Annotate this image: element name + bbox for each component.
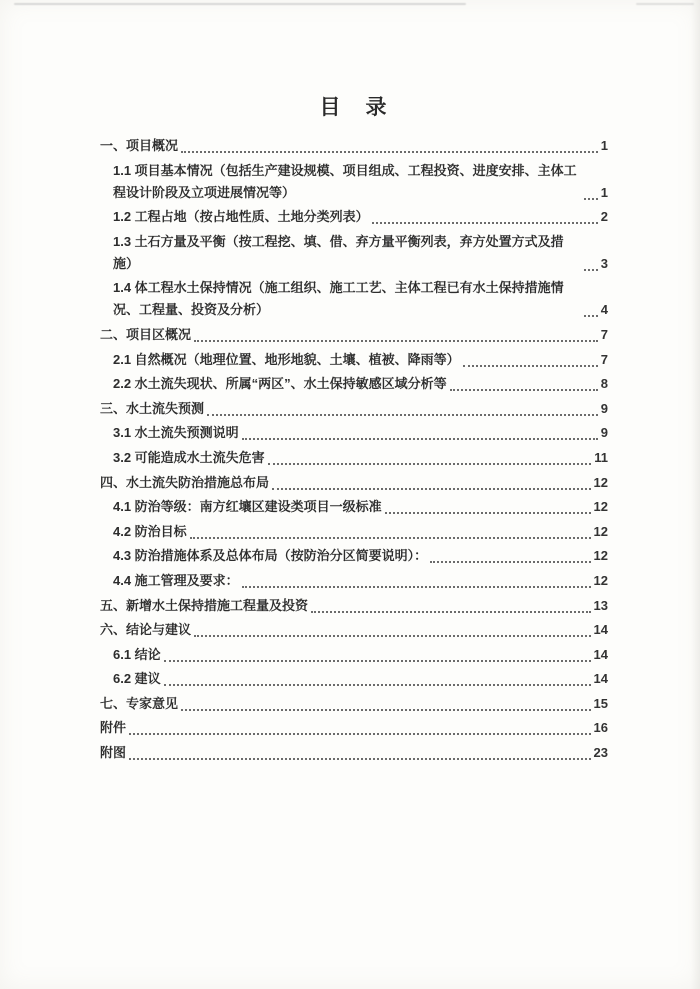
toc-entry: [100, 422, 608, 444]
toc-entry-label: 2.2 水土流失现状、所属“两区”、水土保持敏感区域分析等: [113, 376, 447, 392]
toc-entry-label: 3.1 水土流失预测说明: [113, 425, 239, 441]
toc-dot-leader: [272, 488, 591, 490]
toc-page-number: 4: [600, 302, 608, 318]
toc-dot-leader: [194, 340, 598, 342]
toc-entry: [100, 521, 608, 543]
toc-entry-label: 1.1 项目基本情况（包括生产建设规模、项目组成、工程投资、进度安排、主体工程设计阶段及立项进展情况等）: [113, 162, 577, 200]
toc-entry-label: 1.2 工程占地（按占地性质、土地分类列表）: [113, 209, 369, 225]
toc-dot-leader: [190, 537, 591, 539]
page-title: 目 录: [319, 96, 389, 119]
toc-page-number: 7: [600, 326, 608, 342]
toc-dot-leader: [385, 512, 591, 514]
toc-entry-label: 六、结论与建议: [100, 622, 192, 638]
toc-entry-label: 五、新增水土保持措施工程量及投资: [100, 597, 309, 613]
toc-page-number: 8: [600, 376, 608, 392]
toc-entry: [100, 135, 608, 157]
toc-dot-leader: [194, 635, 591, 637]
toc-entry-label: 4.2 防治目标: [113, 523, 187, 539]
toc-page-number: 3: [600, 255, 608, 271]
toc-entry: [100, 231, 608, 275]
toc-page-number: 14: [593, 646, 608, 662]
toc-entry-label: 6.1 结论: [113, 646, 161, 662]
toc-page-number: 2: [600, 209, 608, 225]
toc-page-number: 12: [593, 523, 608, 539]
toc-entry: [100, 324, 608, 346]
toc-content: [100, 94, 608, 767]
toc-dot-leader: [164, 684, 591, 686]
toc-dot-leader: [129, 758, 591, 760]
toc-dot-leader: [242, 438, 598, 440]
toc-entry: [100, 644, 608, 666]
toc-entry: [100, 717, 608, 739]
toc-dot-leader: [372, 222, 598, 224]
toc-entry-label: 6.2 建议: [113, 671, 161, 687]
toc-entry: [100, 206, 608, 228]
toc-page-number: 23: [593, 745, 608, 761]
toc-entry: [100, 496, 608, 518]
toc-entry-label: 1.4 体工程水土保持情况（施工组织、施工工艺、主体工程已有水土保持措施情况、工程量、投资及分析）: [113, 280, 564, 318]
toc-dot-leader: [463, 365, 598, 367]
toc-dot-leader: [584, 269, 598, 271]
toc-page-number: 12: [593, 499, 608, 515]
toc-page-number: 12: [593, 572, 608, 588]
toc-dot-leader: [584, 315, 598, 317]
toc-entry-label: 二、项目区概况: [100, 326, 192, 342]
toc-dot-leader: [584, 198, 598, 200]
toc-dot-leader: [164, 660, 591, 662]
toc-page-number: 9: [600, 400, 608, 416]
toc-entry: [100, 545, 608, 567]
toc-page-number: 1: [600, 138, 608, 153]
toc-dot-leader: [181, 151, 598, 153]
toc-entry: [100, 472, 608, 494]
toc-entry-label: 三、水土流失预测: [100, 400, 205, 416]
toc-entry-label: 四、水土流失防治措施总布局: [100, 474, 270, 490]
toc-page-number: 13: [593, 597, 608, 613]
toc-dot-leader: [181, 709, 591, 711]
toc-entry: [100, 447, 608, 469]
toc-entry: [100, 160, 608, 204]
toc-entry: [100, 595, 608, 617]
toc-entry: [100, 742, 608, 764]
toc-page-number: 1: [600, 184, 608, 200]
toc-dot-leader: [268, 463, 592, 465]
scan-artifact-top-left: [14, 3, 466, 5]
toc-entry-label: 七、专家意见: [100, 695, 179, 711]
toc-entry-label: 附图: [100, 745, 127, 761]
toc-entry-label: 3.2 可能造成水土流失危害: [113, 449, 265, 465]
toc-entry: [100, 693, 608, 715]
toc-list: [100, 135, 608, 764]
toc-page-number: 12: [593, 474, 608, 490]
toc-entry: [100, 619, 608, 641]
toc-entry: [100, 373, 608, 395]
toc-entry: [100, 349, 608, 371]
toc-dot-leader: [129, 733, 591, 735]
toc-dot-leader: [430, 561, 590, 563]
toc-entry-label: 附件: [100, 720, 127, 736]
toc-page-number: 12: [593, 548, 608, 564]
scan-artifact-top-right: [636, 3, 694, 5]
toc-entry-label: 4.4 施工管理及要求：: [113, 572, 239, 588]
toc-page-number: 14: [593, 671, 608, 687]
toc-page-number: 14: [593, 622, 608, 638]
toc-dot-leader: [450, 389, 598, 391]
toc-page-number: 11: [594, 449, 608, 465]
toc-entry-label: 4.1 防治等级：南方红壤区建设类项目一级标准: [113, 499, 382, 515]
toc-page-number: 15: [593, 695, 608, 711]
toc-entry: [100, 277, 608, 321]
toc-page-number: 7: [600, 351, 608, 367]
toc-entry-label: 1.3 土石方量及平衡（按工程挖、填、借、弃方量平衡列表，弃方处置方式及措施）: [113, 233, 564, 271]
toc-entry-label: 4.3 防治措施体系及总体布局（按防治分区简要说明）：: [113, 548, 428, 564]
toc-dot-leader: [207, 414, 598, 416]
toc-entry: [100, 668, 608, 690]
toc-page-number: 16: [593, 720, 608, 736]
toc-dot-leader: [311, 611, 591, 613]
scan-artifact-right-edge: [691, 0, 700, 989]
toc-entry-label: 2.1 自然概况（地理位置、地形地貌、土壤、植被、降雨等）: [113, 351, 460, 367]
toc-dot-leader: [242, 586, 591, 588]
toc-page-number: 9: [600, 425, 608, 441]
toc-entry: [100, 398, 608, 420]
toc-entry-label: 一、项目概况: [100, 138, 179, 153]
toc-entry: [100, 570, 608, 592]
